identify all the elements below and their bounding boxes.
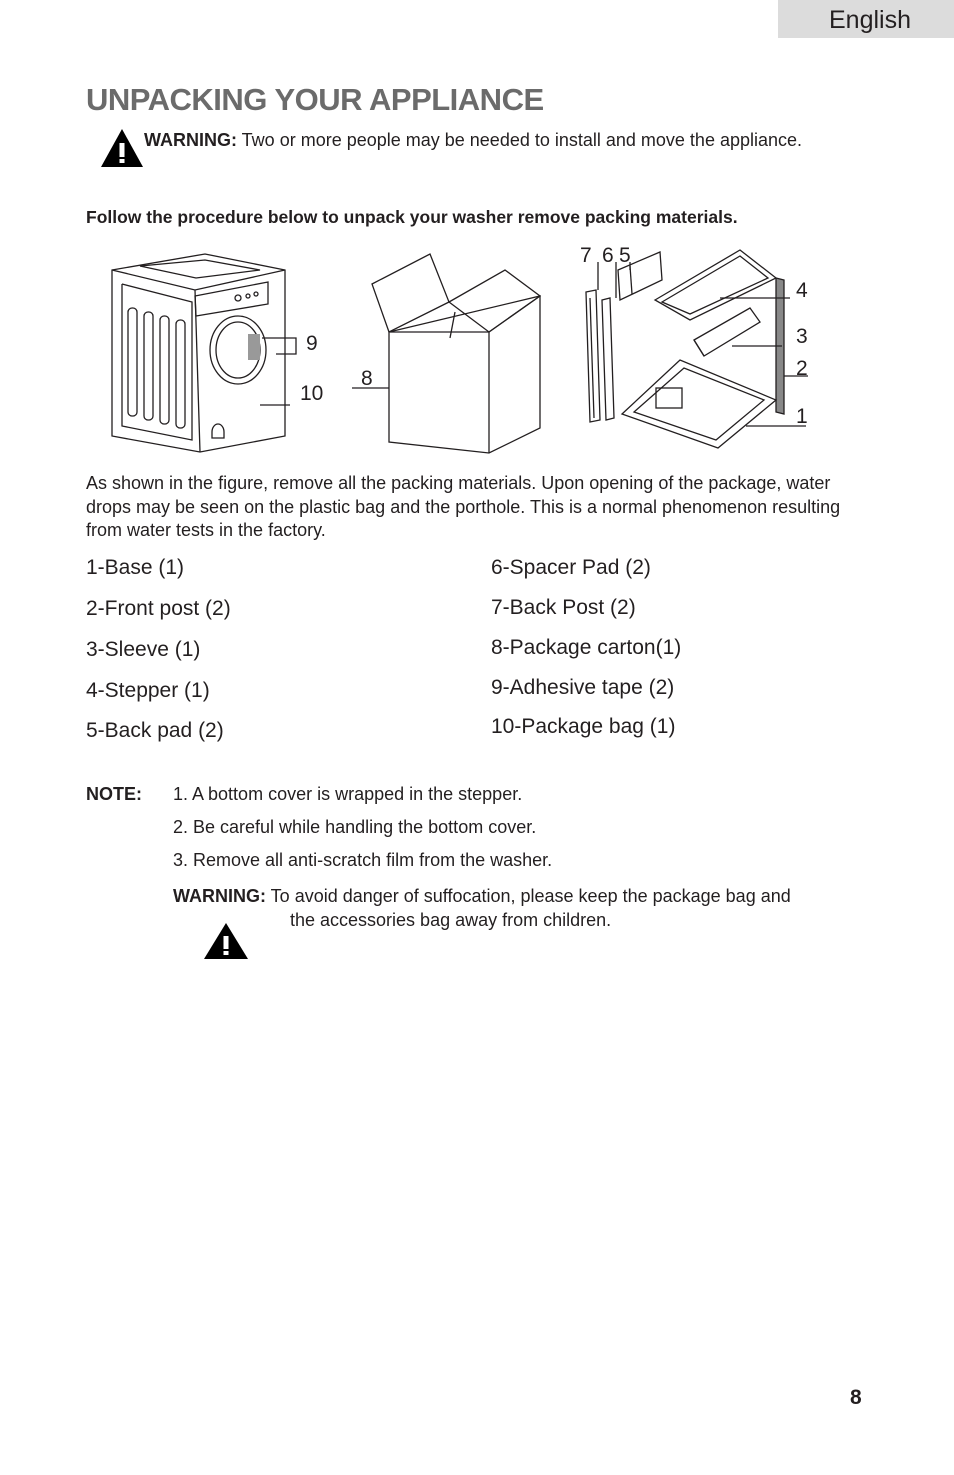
language-tab: English [778, 0, 954, 38]
callout-10: 10 [300, 382, 324, 405]
warning-triangle-icon [100, 128, 144, 168]
warning-text: To avoid danger of suffocation, please keep the package bag and [266, 886, 791, 906]
part-item: 6-Spacer Pad (2) [491, 556, 651, 579]
part-item: 5-Back pad (2) [86, 719, 224, 742]
callout-8: 8 [361, 367, 373, 390]
washer-illustration [112, 254, 285, 452]
note-item: 2. Be careful while handling the bottom cover. [173, 817, 537, 837]
callout-4: 4 [796, 279, 808, 302]
unpacking-figure [100, 240, 820, 460]
part-item: 2-Front post (2) [86, 597, 231, 620]
callout-1: 1 [796, 405, 808, 428]
part-item: 1-Base (1) [86, 556, 185, 579]
callout-2: 2 [796, 357, 808, 380]
note-item: 1. A bottom cover is wrapped in the stepper. [173, 784, 523, 804]
warning-bottom [173, 884, 791, 930]
part-item: 8-Package carton(1) [491, 636, 682, 659]
warning-text-continued: the accessories bag away from children. [290, 910, 612, 930]
intro-instruction: Follow the procedure below to unpack your washer remove packing materials. [86, 207, 738, 227]
description-paragraph: As shown in the figure, remove all the packing materials. Upon opening of the package, water drops may be seen on the plastic bag and the porthole. This is a normal phenomenon resulting from water tests in the factory. [86, 473, 841, 540]
part-item: 7-Back Post (2) [491, 596, 636, 619]
callout-6: 6 [602, 244, 614, 267]
warning-label: WARNING: [173, 886, 266, 906]
warning-triangle-icon [203, 922, 249, 960]
warning-text: Two or more people may be needed to install and move the appliance. [237, 130, 803, 150]
warning-label: WARNING: [144, 130, 237, 150]
warning-top [144, 128, 802, 152]
callout-5: 5 [619, 244, 631, 267]
callout-3: 3 [796, 325, 808, 348]
note-label: NOTE: [86, 784, 142, 804]
part-item: 9-Adhesive tape (2) [491, 676, 675, 699]
part-item: 3-Sleeve (1) [86, 638, 201, 661]
note-item: 3. Remove all anti-scratch film from the washer. [173, 850, 553, 870]
page-title: UNPACKING YOUR APPLIANCE [86, 82, 544, 117]
carton-illustration [372, 254, 540, 453]
part-item: 4-Stepper (1) [86, 679, 210, 702]
page-number: 8 [850, 1386, 862, 1409]
callout-9: 9 [306, 332, 318, 355]
part-item: 10-Package bag (1) [491, 715, 676, 738]
callout-7: 7 [580, 244, 592, 267]
